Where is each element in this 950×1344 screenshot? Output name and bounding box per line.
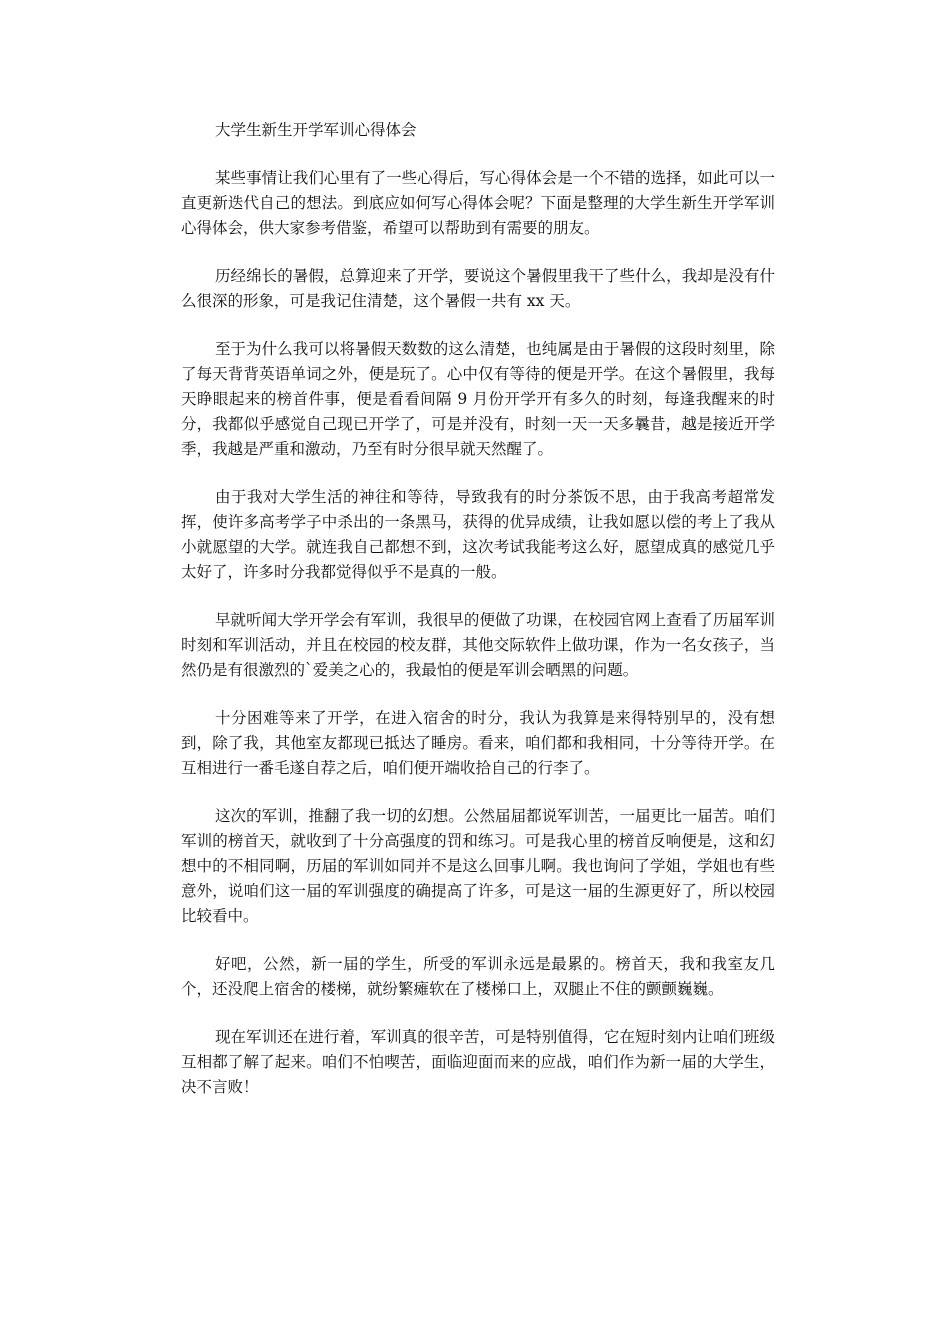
- paragraph-conclusion: 现在军训还在进行着，军训真的很辛苦，可是特别值得，它在短时刻内让咱们班级互相都了解了起来。咱们不怕喫苦，面临迎面而来的应战，咱们作为新一届的大学生，决不言败！: [181, 1028, 775, 1096]
- paragraph-dorm: 十分困难等来了开学，在进入宿舍的时分，我认为我算是来得特别早的，没有想到，除了我，其他室友都现已抵达了睡房。看来，咱们都和我相同，十分等待开学。在互相进行一番毛遂自荐之后，咱们便开端收拾自己的行李了。: [181, 709, 775, 777]
- paragraph-first-day: 好吧，公然，新一届的学生，所受的军训永远是最累的。榜首天，我和我室友几个，还没爬上宿舍的楼梯，就纷繁瘫软在了楼梯口上，双腿止不住的颤颤巍巍。: [181, 955, 775, 998]
- document-page: [181, 118, 775, 1123]
- document-title: 大学生新生开学军训心得体会: [215, 121, 417, 139]
- paragraph-intro: 某些事情让我们心里有了一些心得后，写心得体会是一个不错的选择，如此可以一直更新迭代自己的想法。到底应如何写心得体会呢？下面是整理的大学生新生开学军训心得体会，供大家参考借鉴，希望可以帮助到有需要的朋友。: [181, 169, 775, 237]
- paragraph-exam: 由于我对大学生活的神往和等待，导致我有的时分茶饭不思，由于我高考超常发挥，使许多高考学子中杀出的一条黑马，获得的优异成绩，让我如愿以偿的考上了我从小就愿望的大学。就连我自己都想不到，这次考试我能考这么好，愿望成真的感觉几乎太好了，许多时分我都觉得似乎不是真的一般。: [181, 488, 775, 581]
- paragraph-waiting: 至于为什么我可以将暑假天数数的这么清楚，也纯属是由于暑假的这段时刻里，除了每天背背英语单词之外，便是玩了。心中仅有等待的便是开学。在这个暑假里，我每天睁眼起来的榜首件事，便是看看间隔 9 月份开学开有多久的时刻，每逢我醒来的时分，我都似乎感觉自己现已开学了，可是并没有，时刻一天一天多曩昔，越是接近开学季，我越是严重和激动，乃至有时分很早就天然醒了。: [181, 340, 775, 458]
- paragraph-summer: 历经绵长的暑假，总算迎来了开学，要说这个暑假里我干了些什么，我却是没有什么很深的形象，可是我记住清楚，这个暑假一共有 xx 天。: [181, 267, 775, 310]
- paragraph-training: 这次的军训，推翻了我一切的幻想。公然届届都说军训苦，一届更比一届苦。咱们军训的榜首天，就收到了十分高强度的罚和练习。可是我心里的榜首反响便是，这和幻想中的不相同啊，历届的军训如同并不是这么回事儿啊。我也询问了学姐，学姐也有些意外，说咱们这一届的军训强度的确提高了许多，可是这一届的生源更好了，所以校园比较看中。: [181, 807, 775, 925]
- paragraph-preparation: 早就听闻大学开学会有军训，我很早的便做了功课，在校园官网上查看了历届军训时刻和军训活动，并且在校园的校友群，其他交际软件上做功课，作为一名女孩子，当然仍是有很激烈的`爱美之心的，我最怕的便是军训会晒黑的问题。: [181, 611, 775, 679]
